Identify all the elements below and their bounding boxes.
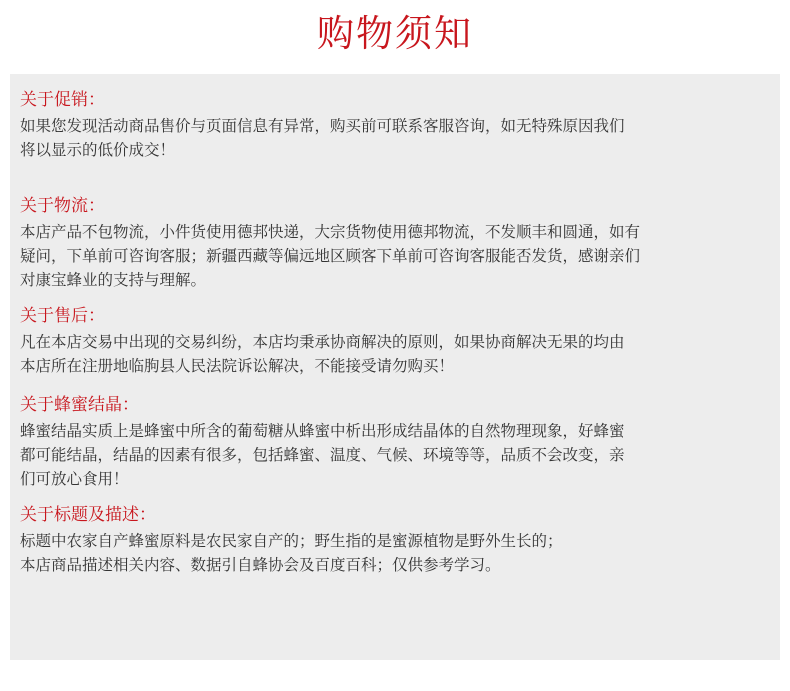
body-line: 疑问，下单前可咨询客服；新疆西藏等偏远地区顾客下单前可咨询客服能否发货，感谢亲们	[20, 247, 641, 265]
section-heading: 关于蜂蜜结晶：	[20, 395, 139, 415]
body-line: 对康宝蜂业的支持与理解。	[20, 271, 207, 289]
body-line: 标题中农家自产蜂蜜原料是农民家自产的；野生指的是蜜源植物是野外生长的；	[20, 532, 563, 550]
section-heading: 关于售后：	[20, 306, 105, 326]
section-body	[20, 114, 780, 162]
section-honey-crystallization	[20, 393, 780, 491]
section-after-sale	[20, 304, 780, 378]
body-line: 本店商品描述相关内容、数据引自蜂协会及百度百科；仅供参考学习。	[20, 556, 501, 574]
page-title: 购物须知	[317, 12, 473, 55]
body-line: 将以显示的低价成交！	[20, 141, 176, 159]
section-body	[20, 529, 780, 577]
body-line: 本店产品不包物流，小件货使用德邦快递，大宗货物使用德邦物流，不发顺丰和圆通，如有	[20, 223, 641, 241]
section-heading: 关于标题及描述：	[20, 505, 156, 525]
body-line: 凡在本店交易中出现的交易纠纷，本店均秉承协商解决的原则，如果协商解决无果的均由	[20, 333, 625, 351]
section-promotion	[20, 88, 780, 162]
section-heading: 关于物流：	[20, 196, 105, 216]
section-body	[20, 330, 780, 378]
body-line: 都可能结晶，结晶的因素有很多，包括蜂蜜、温度、气候、环境等等，品质不会改变，亲	[20, 446, 625, 464]
section-body	[20, 220, 780, 292]
section-body	[20, 419, 780, 491]
body-line: 本店所在注册地临朐县人民法院诉讼解决，不能接受请勿购买！	[20, 357, 455, 375]
section-title-and-description	[20, 503, 780, 577]
body-line: 如果您发现活动商品售价与页面信息有异常，购买前可联系客服咨询，如无特殊原因我们	[20, 117, 625, 135]
header	[0, 0, 790, 74]
body-line: 们可放心食用！	[20, 470, 129, 488]
section-heading: 关于促销：	[20, 90, 105, 110]
section-logistics	[20, 194, 780, 292]
body-line: 蜂蜜结晶实质上是蜂蜜中所含的葡萄糖从蜂蜜中析出形成结晶体的自然物理现象，好蜂蜜	[20, 422, 625, 440]
